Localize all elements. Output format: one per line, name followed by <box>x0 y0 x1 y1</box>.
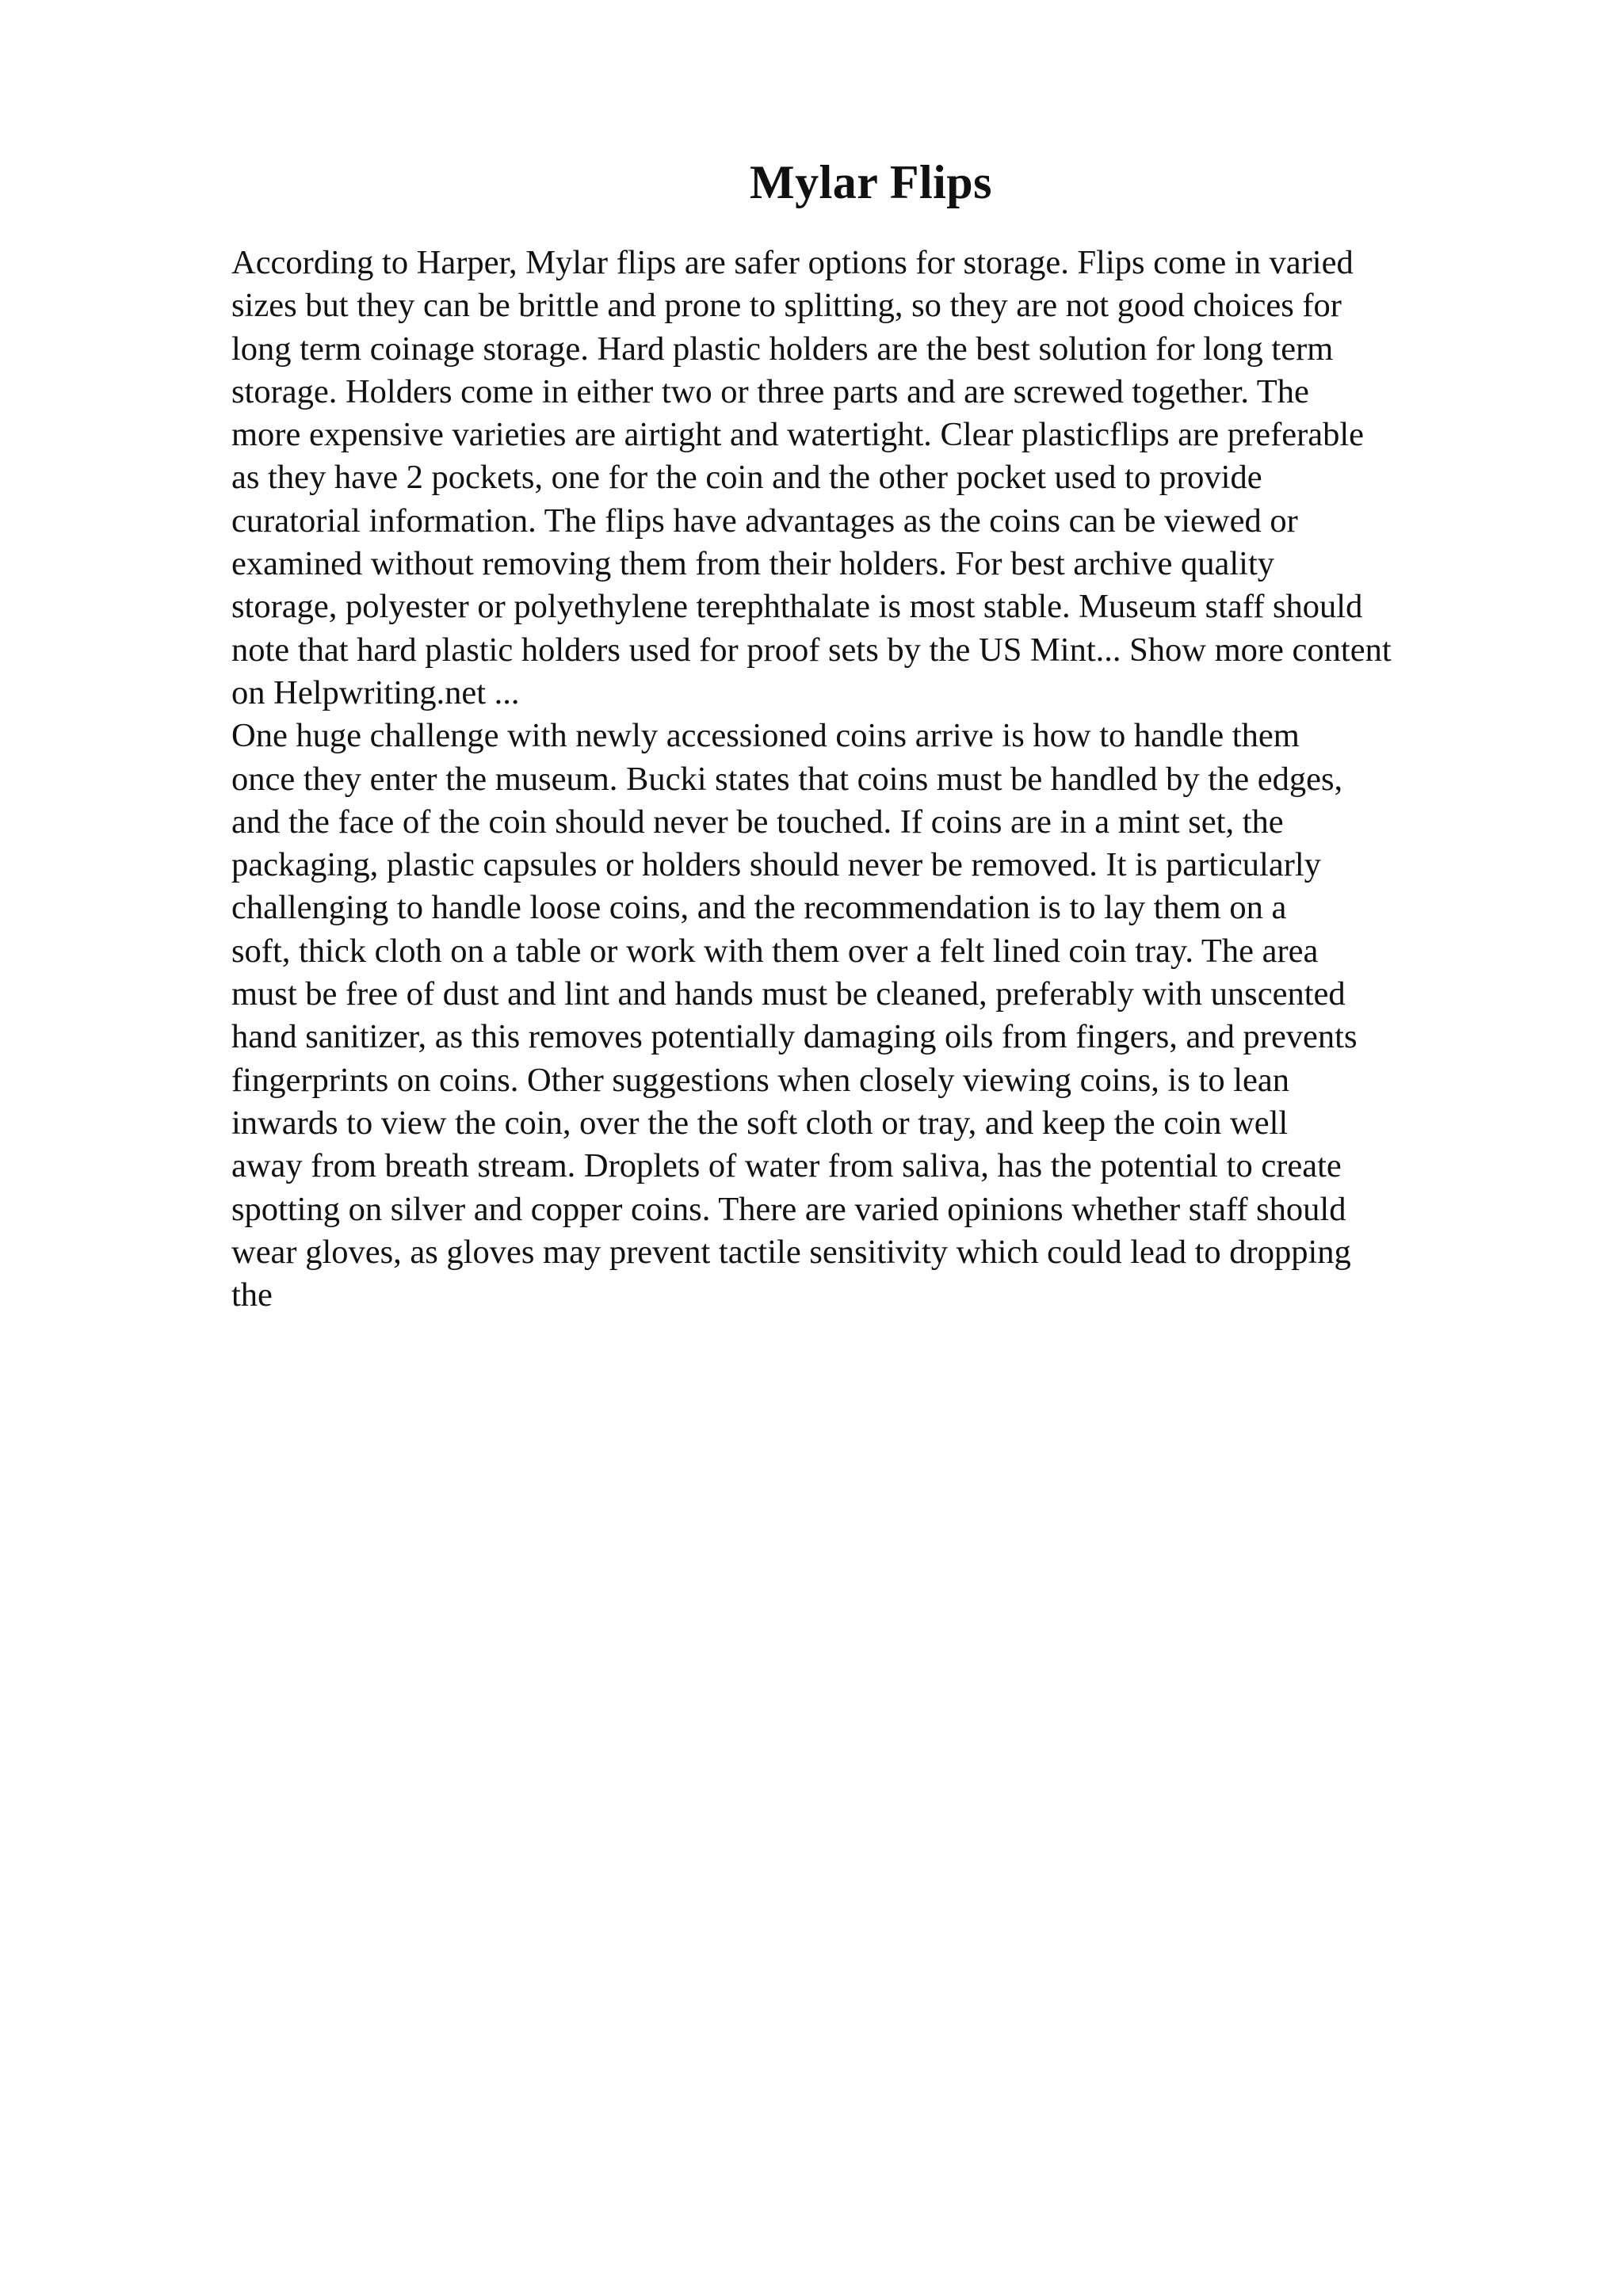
text-line: must be free of dust and lint and hands must be cleaned, preferably with unscented <box>231 975 1346 1013</box>
text-line: the <box>231 1276 273 1314</box>
text-line: on Helpwriting.net ... <box>231 673 520 711</box>
text-line: once they enter the museum. Bucki states that coins must be handled by the edges, <box>231 760 1343 798</box>
paragraph-1 <box>231 242 1515 715</box>
text-line: wear gloves, as gloves may prevent tactile sensitivity which could lead to dropping <box>231 1233 1351 1271</box>
text-line: packaging, plastic capsules or holders should never be removed. It is particularly <box>231 846 1321 884</box>
text-line: storage. Holders come in either two or three parts and are screwed together. The <box>231 372 1309 410</box>
text-line: as they have 2 pockets, one for the coin and the other pocket used to provide <box>231 459 1262 497</box>
text-line: and the face of the coin should never be touched. If coins are in a mint set, the <box>231 803 1284 841</box>
text-line: sizes but they can be brittle and prone to splitting, so they are not good choices for <box>231 287 1342 325</box>
text-line: According to Harper, Mylar flips are safer options for storage. Flips come in varied <box>231 244 1354 281</box>
text-line: away from breath stream. Droplets of water from saliva, has the potential to create <box>231 1147 1342 1185</box>
text-line: storage, polyester or polyethylene terephthalate is most stable. Museum staff should <box>231 588 1363 626</box>
text-line: curatorial information. The flips have advantages as the coins can be viewed or <box>231 502 1298 540</box>
page-title: Mylar Flips <box>749 156 993 208</box>
text-line: long term coinage storage. Hard plastic holders are the best solution for long term <box>231 330 1334 368</box>
text-line: challenging to handle loose coins, and the recommendation is to lay them on a <box>231 889 1287 927</box>
text-line: inwards to view the coin, over the the soft cloth or tray, and keep the coin well <box>231 1104 1289 1142</box>
paragraph-2 <box>231 715 1515 1317</box>
text-line: note that hard plastic holders used for proof sets by the US Mint... Show more content <box>231 631 1392 669</box>
document-body <box>231 242 1515 1317</box>
text-line: One huge challenge with newly accessioned coins arrive is how to handle them <box>231 717 1300 755</box>
text-line: fingerprints on coins. Other suggestions when closely viewing coins, is to lean <box>231 1061 1289 1099</box>
text-line: examined without removing them from their holders. For best archive quality <box>231 545 1275 583</box>
text-line: soft, thick cloth on a table or work with them over a felt lined coin tray. The area <box>231 932 1319 970</box>
text-line: spotting on silver and copper coins. There are varied opinions whether staff should <box>231 1190 1346 1228</box>
text-line: hand sanitizer, as this removes potentially damaging oils from fingers, and prevents <box>231 1018 1358 1056</box>
text-line: more expensive varieties are airtight and watertight. Clear plasticflips are preferable <box>231 416 1365 454</box>
